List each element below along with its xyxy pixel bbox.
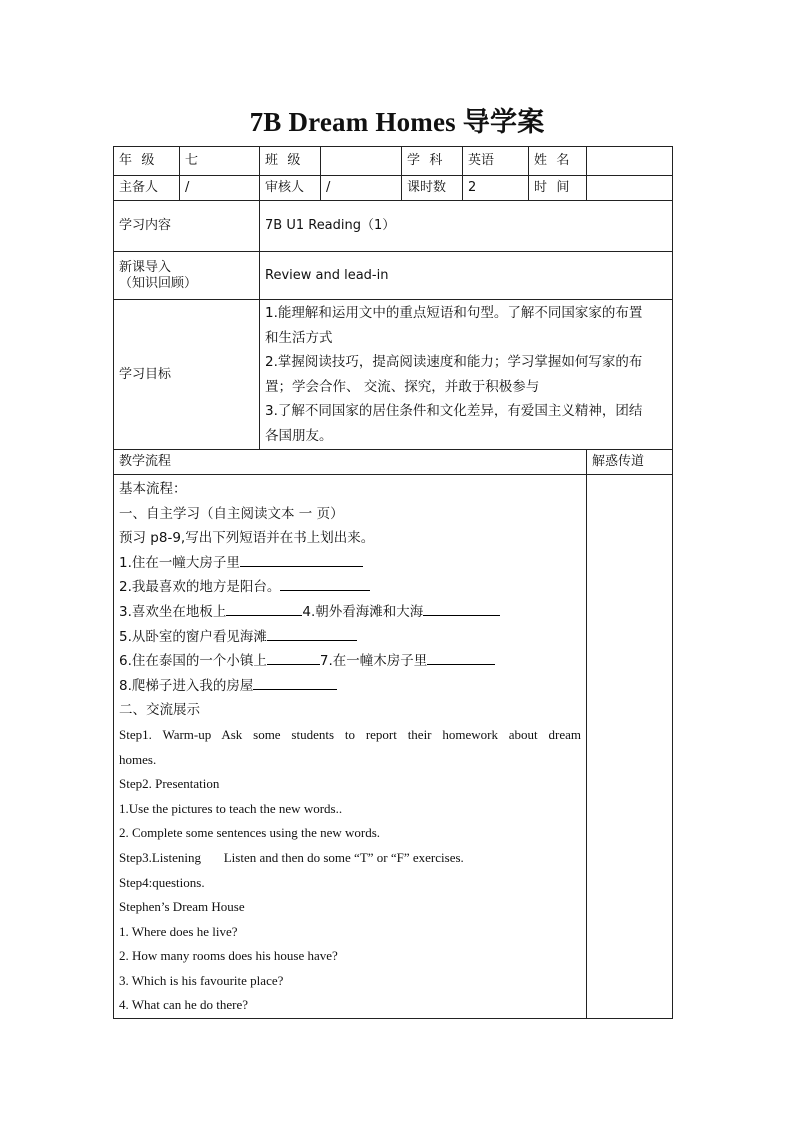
- process-header-right: 解惑传道: [587, 450, 673, 475]
- process-line: 2. Complete some sentences using the new words.: [119, 825, 381, 841]
- time-value: [587, 176, 673, 201]
- process-line: Stephen’s Dream House: [119, 899, 245, 915]
- process-line: Step2. Presentation: [119, 776, 220, 792]
- page-title: 7B Dream Homes 导学案: [249, 107, 545, 137]
- process-content: [114, 475, 587, 1019]
- answer-blank: [240, 552, 363, 567]
- phrase-text: 6.住在泰国的一个小镇上: [119, 653, 267, 670]
- phrase-line: [119, 674, 581, 699]
- process-header-row: [114, 450, 673, 475]
- notes-column: [587, 475, 673, 1019]
- answer-blank: [253, 675, 337, 690]
- phrase-text: 4.朝外看海滩和大海: [302, 603, 424, 620]
- goal-line: 和生活方式: [265, 329, 333, 346]
- answer-blank: [226, 601, 302, 616]
- header-row-1: [114, 147, 673, 176]
- goal-line: 2.掌握阅读技巧，提高阅读速度和能力；学习掌握如何写家的布: [265, 354, 643, 370]
- process-body-row: [114, 475, 673, 1019]
- phrase-line: [119, 600, 581, 625]
- phrase-text: 7.在一幢木房子里: [319, 653, 428, 670]
- grade-label: 年 级: [114, 147, 180, 176]
- preparer-value: /: [180, 176, 260, 201]
- process-line: 2. How many rooms does his house have?: [119, 948, 338, 964]
- name-label: 姓 名: [529, 147, 587, 176]
- process-line: Step1. Warm-up Ask some students to report their homework about dream: [119, 726, 581, 742]
- phrase-line: [119, 625, 581, 650]
- process-line: 4. What can he do there?: [119, 997, 248, 1013]
- answer-blank: [427, 650, 495, 665]
- process-line: homes.: [119, 751, 157, 767]
- goal-line: 3.了解不同国家的居住条件和文化差异，有爱国主义精神，团结: [265, 403, 643, 419]
- reviewer-label: 审核人: [260, 176, 321, 201]
- goal-line: 置；学会合作、 交流、探究，并敢于积极参与: [265, 378, 540, 395]
- answer-blank: [267, 650, 320, 665]
- process-line: 3. Which is his favourite place?: [119, 972, 284, 988]
- process-line: 1. Where does he live?: [119, 923, 238, 939]
- process-line: Step3.Listening Listen and then do some “T” or “F” exercises.: [119, 849, 464, 865]
- goals-row: [114, 300, 673, 450]
- content-label: 学习内容: [114, 201, 260, 252]
- goals-value: [260, 300, 673, 450]
- answer-blank: [423, 601, 500, 616]
- process-line: 二、交流展示: [119, 702, 200, 719]
- grade-value: 七: [180, 147, 260, 176]
- preparer-label: 主备人: [114, 176, 180, 201]
- goal-line: 各国朋友。: [265, 427, 333, 444]
- answer-blank: [267, 626, 357, 641]
- phrase-text: 8.爬梯子进入我的房屋: [119, 677, 254, 694]
- periods-value: 2: [463, 176, 529, 201]
- content-value: 7B U1 Reading（1）: [260, 201, 673, 252]
- process-line: 一、自主学习（自主阅读文本 一 页）: [119, 505, 344, 522]
- goal-line: 1.能理解和运用文中的重点短语和句型。了解不同国家家的布置: [265, 305, 643, 321]
- process-line: 基本流程：: [119, 481, 187, 497]
- process-header-left: 教学流程: [114, 450, 587, 475]
- goals-label: 学习目标: [114, 300, 260, 450]
- lead-in-label-line1: 新课导入: [119, 259, 172, 275]
- phrase-text: 5.从卧室的窗户看见海滩: [119, 628, 267, 645]
- class-value: [321, 147, 402, 176]
- phrase-text: 3.喜欢坐在地板上: [119, 603, 227, 620]
- phrase-line: [119, 575, 581, 600]
- subject-value: 英语: [463, 147, 529, 176]
- process-line: 1.Use the pictures to teach the new words..: [119, 800, 343, 816]
- periods-label: 课时数: [402, 176, 463, 201]
- phrase-text: 2.我最喜欢的地方是阳台。: [119, 579, 281, 596]
- name-value: [587, 147, 673, 176]
- content-row: [114, 201, 673, 252]
- lead-in-value: Review and lead-in: [260, 252, 673, 300]
- lesson-plan-table: [113, 146, 673, 1019]
- lead-in-label: [114, 252, 260, 300]
- phrase-line: [119, 551, 581, 576]
- reviewer-value: /: [321, 176, 402, 201]
- process-line: Step4:questions.: [119, 874, 205, 890]
- time-label: 时 间: [529, 176, 587, 201]
- phrase-text: 1.住在一幢大房子里: [119, 554, 240, 571]
- subject-label: 学 科: [402, 147, 463, 176]
- answer-blank: [280, 576, 370, 591]
- lead-in-row: [114, 252, 673, 300]
- lead-in-label-line2: （知识回顾）: [119, 275, 198, 291]
- phrase-line: [119, 649, 581, 674]
- process-line: 预习 p8-9,写出下列短语并在书上划出来。: [119, 530, 375, 547]
- header-row-2: [114, 176, 673, 201]
- class-label: 班 级: [260, 147, 321, 176]
